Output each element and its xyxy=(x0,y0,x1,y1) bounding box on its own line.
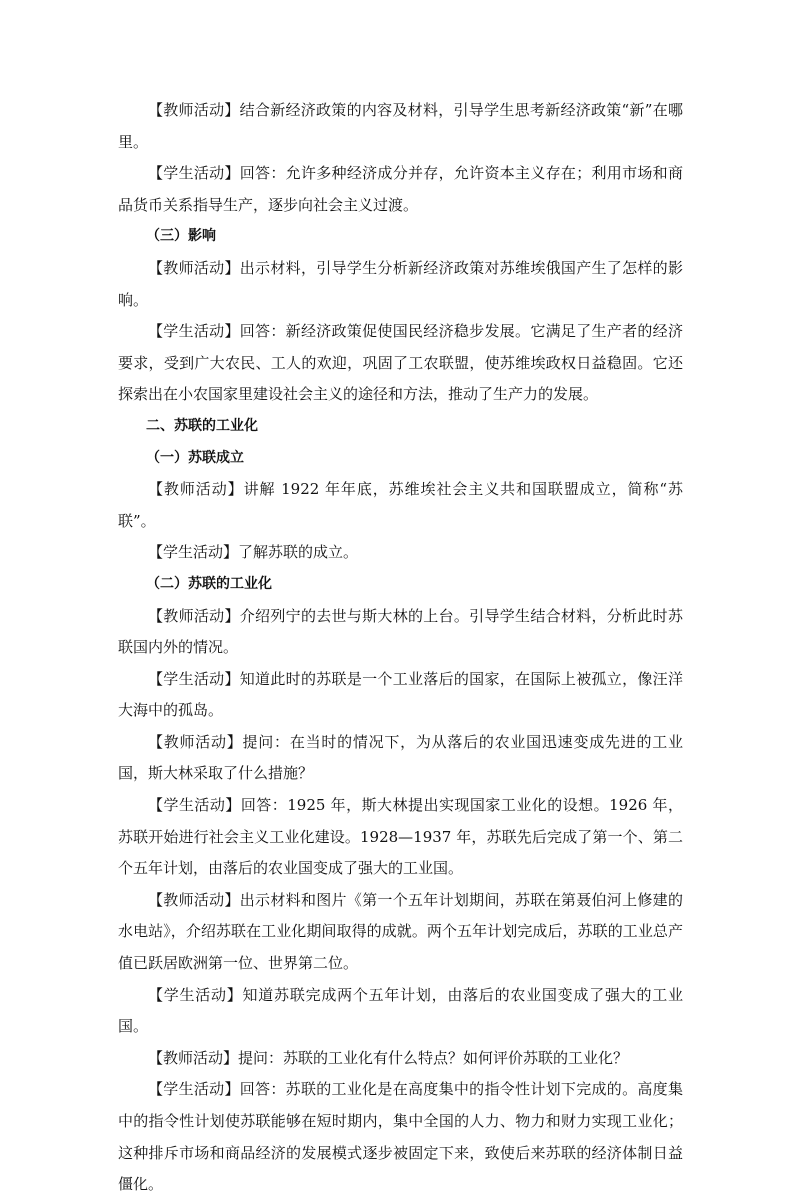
role-label: 【教师活动】 xyxy=(148,480,244,499)
role-label: 【教师活动】 xyxy=(148,606,240,625)
paragraph-text: 出示材料和图片《第一个五年计划期间，苏联在第聂伯河上修建的水电站》，介绍苏联在工业化期间取得的成就。两个五年计划完成后，苏联的工业总产值已跃居欧洲第一位、世界第二位。 xyxy=(118,890,683,973)
role-label: 【学生活动】 xyxy=(148,796,241,815)
paragraph xyxy=(118,95,683,158)
paragraph-text: 介绍列宁的去世与斯大林的上台。引导学生结合材料，分析此时苏联国内外的情况。 xyxy=(118,606,683,657)
paragraph xyxy=(118,537,683,569)
role-label: 【教师活动】 xyxy=(148,258,240,277)
role-label: 【教师活动】 xyxy=(148,732,243,751)
paragraph-text: 讲解 1922 年年底，苏维埃社会主义共和国联盟成立，简称“苏联”。 xyxy=(118,480,683,530)
paragraph-text: 了解苏联的成立。 xyxy=(238,543,359,562)
paragraph-text: 提问：在当时的情况下，为从落后的农业国迅速变成先进的工业国，斯大林采取了什么措施？ xyxy=(118,732,683,783)
paragraph xyxy=(118,1074,683,1200)
paragraph-text: 回答：1925 年，斯大林提出实现国家工业化的设想。1926 年，苏联开始进行社会主义工业化建设。1928—1937 年，苏联先后完成了第一个、第二个五年计划，由落后的农业国变成了强大的工业国。 xyxy=(118,796,683,878)
paragraph xyxy=(118,980,683,1043)
role-label: 【教师活动】 xyxy=(148,101,240,119)
role-label: 【学生活动】 xyxy=(148,1080,240,1099)
paragraph xyxy=(118,158,683,221)
paragraph xyxy=(118,790,683,885)
paragraph xyxy=(118,885,683,980)
paragraph-text: 结合新经济政策的内容及材料，引导学生思考新经济政策“新”在哪里。 xyxy=(118,101,683,151)
subsection-heading: （二）苏联的工业化 xyxy=(146,575,272,592)
role-label: 【教师活动】 xyxy=(148,890,240,909)
role-label: 【学生活动】 xyxy=(148,322,240,341)
paragraph xyxy=(118,474,683,537)
section-heading: 二、苏联的工业化 xyxy=(146,417,258,434)
paragraph-text: 出示材料，引导学生分析新经济政策对苏维埃俄国产生了怎样的影响。 xyxy=(118,258,683,309)
paragraph xyxy=(118,1043,683,1075)
paragraph xyxy=(118,727,683,790)
role-label: 【学生活动】 xyxy=(148,543,239,562)
subsection-heading: （一）苏联成立 xyxy=(146,449,244,466)
paragraph xyxy=(118,253,683,316)
section-heading: （三）影响 xyxy=(146,228,216,245)
role-label: 【教师活动】 xyxy=(148,1048,239,1067)
paragraph-text: 回答：新经济政策促使国民经济稳步发展。它满足了生产者的经济要求，受到广大农民、工人的欢迎，巩固了工农联盟，使苏维埃政权日益稳固。它还探索出在小农国家里建设社会主义的途径和方法，推动了生产力的发展。 xyxy=(118,322,683,404)
document-body xyxy=(118,95,683,1201)
paragraph-text: 回答：苏联的工业化是在高度集中的指令性计划下完成的。高度集中的指令性计划使苏联能够在短时期内，集中全国的人力、物力和财力实现工业化；这种排斥市场和商品经济的发展模式逐步被固定下来，致使后来苏联的经济体制日益僵化。 xyxy=(118,1080,683,1194)
paragraph xyxy=(118,664,683,727)
paragraph-text: 知道苏联完成两个五年计划，由落后的农业国变成了强大的工业国。 xyxy=(118,985,683,1036)
paragraph xyxy=(118,316,683,411)
role-label: 【学生活动】 xyxy=(148,164,240,183)
role-label: 【学生活动】 xyxy=(148,669,240,688)
paragraph xyxy=(118,601,683,664)
paragraph-text: 提问：苏联的工业化有什么特点？如何评价苏联的工业化？ xyxy=(238,1048,629,1067)
paragraph-text: 回答：允许多种经济成分并存，允许资本主义存在；利用市场和商品货币关系指导生产，逐步向社会主义过渡。 xyxy=(118,164,683,214)
role-label: 【学生活动】 xyxy=(148,985,243,1004)
paragraph-text: 知道此时的苏联是一个工业落后的国家，在国际上被孤立，像汪洋大海中的孤岛。 xyxy=(118,669,683,720)
